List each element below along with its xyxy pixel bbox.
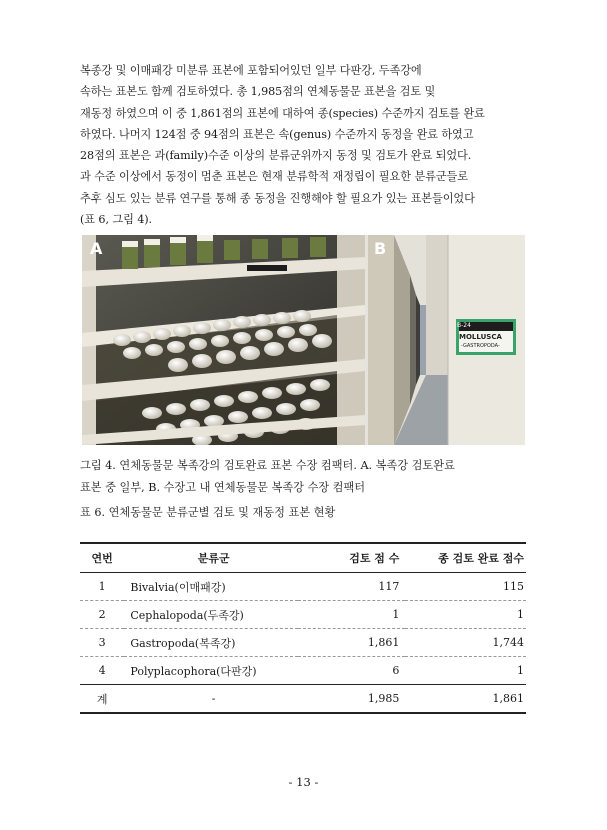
- cell-reviewed: 1: [298, 601, 405, 629]
- cell-taxon: Cephalopoda(두족강): [124, 601, 298, 629]
- cell-taxon: Gastropoda(복족강): [124, 629, 298, 657]
- photo-specimen-shelves: [82, 235, 365, 445]
- page-number: - 13 -: [288, 775, 319, 789]
- cell-reviewed: 1,861: [298, 629, 405, 657]
- body-line: 복종강 및 이매패강 미분류 표본에 포함되어있던 일부 다판강, 두족강에: [80, 64, 422, 77]
- header-serial: 연번: [80, 543, 124, 573]
- cell-total-label: 계: [80, 685, 124, 714]
- body-line: 재동정 하였으며 이 중 1,861점의 표본에 대하여 종(species) 수준까지 검토를 완료: [80, 106, 485, 120]
- cell-species-done: 1: [405, 601, 526, 629]
- body-line: 속하는 표본도 함께 검토하였다. 총 1,985점의 연체동물문 표본을 검토 및: [80, 85, 436, 99]
- photo-label-b: B: [374, 239, 387, 258]
- body-line: 추후 심도 있는 분류 연구를 통해 종 동정을 진행해야 할 필요가 있는 표본들이었다: [80, 191, 475, 205]
- figure-caption: [80, 455, 532, 498]
- table-total-row: [80, 685, 526, 714]
- header-reviewed-count: 검토 점 수: [298, 543, 405, 573]
- photo-label-a: A: [90, 239, 103, 258]
- cell-serial: 4: [80, 657, 124, 685]
- table-title: 표 6. 연체동물문 분류군별 검토 및 재동정 표본 현황: [80, 506, 336, 519]
- table-row: [80, 601, 526, 629]
- caption-line: 표본 중 일부, B. 수장고 내 연체동물문 복족강 수장 컴팩터: [80, 480, 366, 494]
- figure-4: [82, 235, 525, 445]
- cell-serial: 1: [80, 573, 124, 601]
- cell-taxon: Bivalvia(이매패강): [124, 573, 298, 601]
- sign-code: B-24: [457, 322, 471, 329]
- cell-serial: 3: [80, 629, 124, 657]
- cell-species-done: 1: [405, 657, 526, 685]
- cell-total-species-done: 1,861: [405, 685, 526, 714]
- body-line: 과 수준 이상에서 동정이 멈춘 표본은 현재 분류학적 재정립이 필요한 분류군들로: [80, 170, 468, 184]
- cell-total-reviewed: 1,985: [298, 685, 405, 714]
- body-paragraph: [80, 60, 532, 230]
- body-line: (표 6, 그림 4).: [80, 213, 152, 227]
- cell-serial: 2: [80, 601, 124, 629]
- caption-line: 그림 4. 연체동물문 복족강의 검토완료 표본 수장 컴팩터. A. 복족강 검토완료: [80, 459, 455, 472]
- header-species-done-count: 종 검토 완료 점수: [405, 543, 526, 573]
- header-taxon: 분류군: [124, 543, 298, 573]
- sign-title: MOLLUSCA: [459, 333, 502, 341]
- table-row: [80, 573, 526, 601]
- body-line: 하였다. 나머지 124점 중 94점의 표본은 속(genus) 수준까지 동정을 완료 하였고: [80, 127, 474, 141]
- table-header-row: [80, 543, 526, 573]
- cell-species-done: 115: [405, 573, 526, 601]
- cell-reviewed: 117: [298, 573, 405, 601]
- sign-subtitle: -GASTROPODA-: [461, 343, 500, 349]
- specimen-table: [80, 542, 526, 714]
- table-row: [80, 629, 526, 657]
- cell-total-taxon: -: [124, 685, 298, 714]
- cell-species-done: 1,744: [405, 629, 526, 657]
- body-line: 28점의 표본은 과(family)수준 이상의 분류군위까지 동정 및 검토가 완료 되었다.: [80, 149, 472, 163]
- cell-taxon: Polyplacophora(다판강): [124, 657, 298, 685]
- table-row: [80, 657, 526, 685]
- cell-reviewed: 6: [298, 657, 405, 685]
